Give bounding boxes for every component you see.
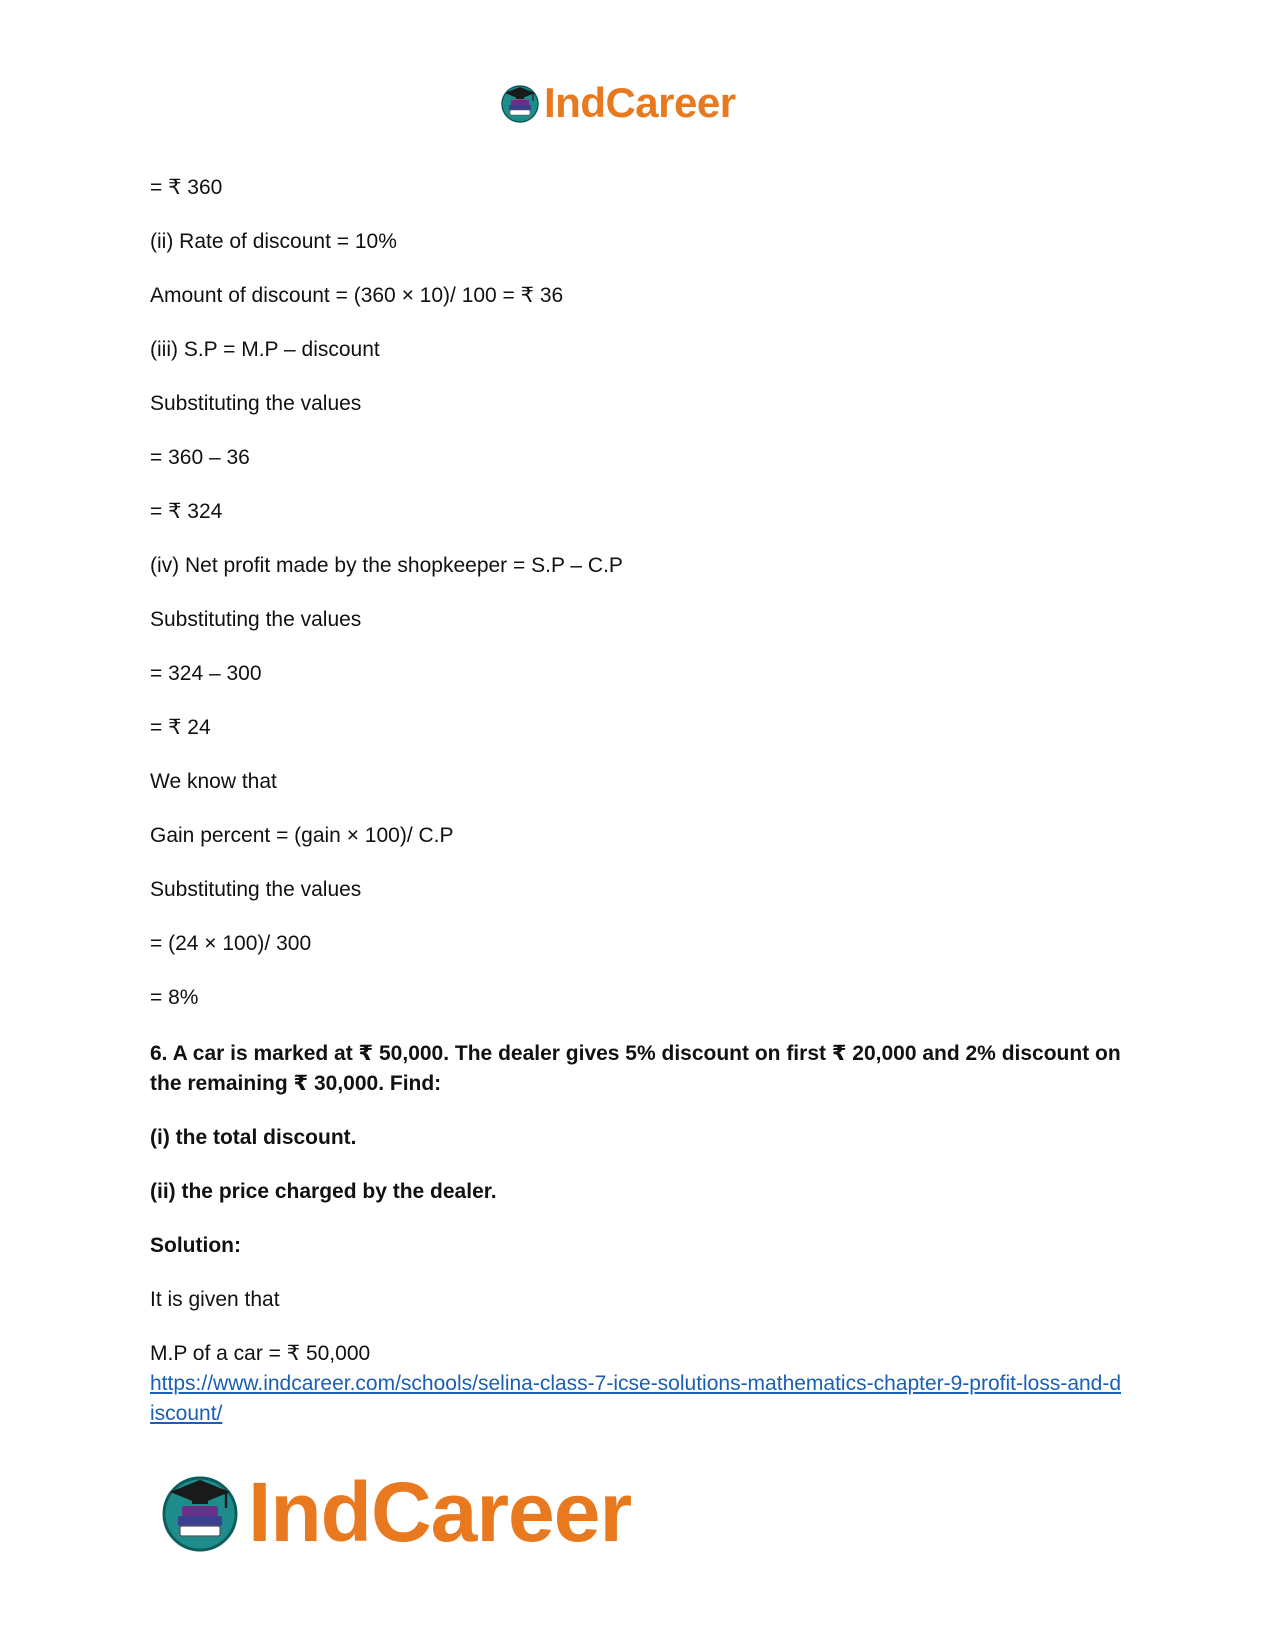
text-line: = ₹ 24	[150, 716, 211, 739]
footer-logo-text: IndCareer	[248, 1465, 632, 1559]
header-logo-text: IndCareer	[544, 79, 736, 126]
source-link[interactable]: https://www.indcareer.com/schools/selina-class-7-icse-solutions-mathematics-chapter-9-profit-loss-and-discount/	[150, 1372, 1122, 1425]
text-line: We know that	[150, 770, 277, 793]
footer-logo	[160, 1465, 632, 1559]
document-body	[150, 175, 1125, 1429]
text-line: Substituting the values	[150, 608, 362, 631]
text-line: = ₹ 360	[150, 176, 223, 199]
indcareer-logo-icon	[160, 1472, 240, 1552]
text-line: Gain percent = (gain × 100)/ C.P	[150, 824, 454, 847]
text-line: = 324 – 300	[150, 662, 262, 685]
solution-label: Solution:	[150, 1234, 241, 1257]
question-part-ii: (ii) the price charged by the dealer.	[150, 1180, 497, 1203]
text-line: = (24 × 100)/ 300	[150, 932, 312, 955]
text-line: M.P of a car = ₹ 50,000	[150, 1342, 371, 1365]
text-line: = ₹ 324	[150, 500, 223, 523]
text-line: Substituting the values	[150, 878, 362, 901]
indcareer-logo-icon	[500, 83, 540, 123]
text-line: = 8%	[150, 986, 199, 1009]
text-line: (iii) S.P = M.P – discount	[150, 338, 380, 361]
question-part-i: (i) the total discount.	[150, 1126, 357, 1149]
text-line: Amount of discount = (360 × 10)/ 100 = ₹ 36	[150, 284, 564, 307]
text-line: Substituting the values	[150, 392, 362, 415]
text-line: It is given that	[150, 1288, 280, 1311]
text-line: = 360 – 36	[150, 446, 250, 469]
question-heading: 6. A car is marked at ₹ 50,000. The dealer gives 5% discount on first ₹ 20,000 and 2% discount on the remaining ₹ 30,000. Find:	[150, 1042, 1121, 1095]
header-logo	[500, 80, 736, 126]
text-line: (iv) Net profit made by the shopkeeper = S.P – C.P	[150, 554, 623, 577]
text-line: (ii) Rate of discount = 10%	[150, 230, 397, 253]
